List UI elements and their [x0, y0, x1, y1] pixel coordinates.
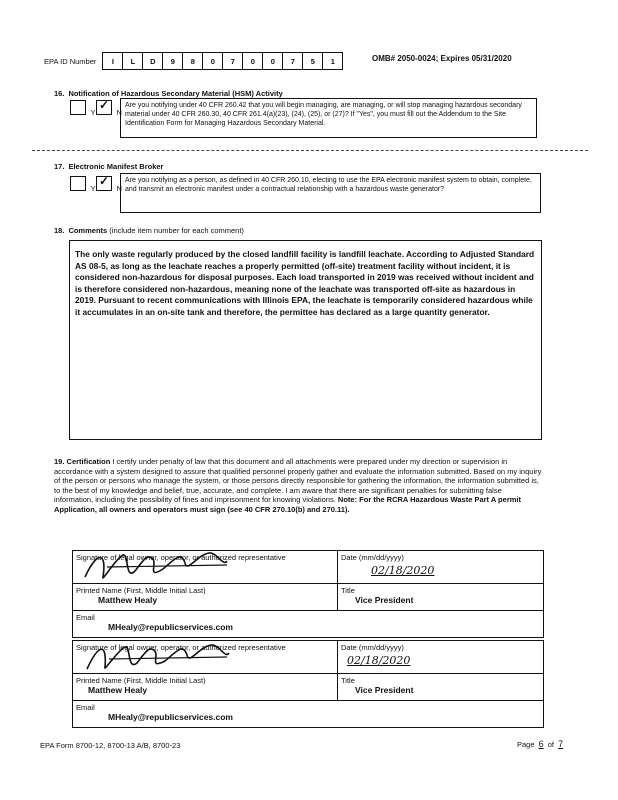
epa-id-char: 0 — [203, 53, 223, 69]
handwritten-signature — [77, 637, 237, 677]
title-value: Vice President — [355, 685, 414, 695]
page-total: 7 — [558, 739, 564, 749]
printed-name-value: Matthew Healy — [88, 685, 148, 695]
title-label: Title — [341, 586, 355, 595]
section-17-heading: 17. Electronic Manifest Broker — [54, 162, 164, 171]
s16-yes-group — [70, 100, 95, 120]
handwritten-signature — [77, 547, 237, 587]
email-field[interactable] — [73, 611, 543, 637]
title-label: Title — [341, 676, 355, 685]
page-indicator — [517, 739, 565, 749]
signature-label: Signature of legal owner, operator, or authorized representative — [76, 553, 286, 562]
email-field[interactable] — [73, 701, 543, 727]
signature-field[interactable] — [73, 551, 338, 583]
signature-field[interactable] — [73, 641, 338, 673]
of-label: of — [547, 740, 554, 749]
epa-id-char: 5 — [303, 53, 323, 69]
printed-name-label: Printed Name (First, Middle Initial Last) — [76, 586, 206, 595]
signature-label: Signature of legal owner, operator, or authorized representative — [76, 643, 286, 652]
signature-block-1 — [72, 550, 544, 638]
date-field[interactable] — [338, 551, 543, 583]
date-label: Date (mm/dd/yyyy) — [341, 643, 404, 652]
printed-name-field[interactable] — [73, 584, 338, 610]
s16-question: Are you notifying under 40 CFR 260.42 that you will begin managing, are managing, or will stop managing hazardous secondary material under 40 CFR 260.30, 40 CFR 261.4(a)(23), (24), (25), or (27)? If "Yes", you must fill out the Addendum to the Site Identification Form for Managing Hazardous Secondary Material. — [120, 98, 537, 138]
date-label: Date (mm/dd/yyyy) — [341, 553, 404, 562]
form-number: EPA Form 8700-12, 8700-13 A/B, 8700-23 — [40, 741, 181, 750]
epa-id-char: 9 — [163, 53, 183, 69]
email-label: Email — [76, 613, 95, 622]
s17-no-label: N — [116, 184, 122, 193]
s16-no-label: N — [116, 108, 122, 117]
epa-id-char: 7 — [283, 53, 303, 69]
s16-yes-label: Y — [90, 108, 96, 117]
comments-text: The only waste regularly produced by the closed landfill facility is landfill leachate. According to Adjusted Standard AS 08-5, as long as the leachate reaches a properly permitted (off-site) treatment facility without incident, it is considered non-hazardous for disposal purposes. Each load transported in 2019 was received without incident and is therefore considered non-hazardous, meaning none of the leachate was transported off-site as hazardous in 2019. Pursuant to recent communications with Illinois EPA, the leachate is temporarily considered hazardous while it accumulates in an on-site tank and therefore, the permittee has declared as a large quantity generator. — [75, 249, 535, 317]
s17-no-group — [96, 176, 122, 196]
epa-id-char: D — [143, 53, 163, 69]
s16-no-group — [96, 100, 122, 120]
comments-box[interactable] — [69, 240, 542, 440]
title-field[interactable] — [338, 584, 543, 610]
epa-id-char: L — [123, 53, 143, 69]
date-field[interactable] — [338, 641, 543, 673]
epa-id-char: 0 — [263, 53, 283, 69]
email-label: Email — [76, 703, 95, 712]
title-field[interactable] — [338, 674, 543, 700]
printed-name-value: Matthew Healy — [98, 595, 158, 605]
date-value: 02/18/2020 — [371, 564, 435, 577]
printed-name-field[interactable] — [73, 674, 338, 700]
s17-yes-label: Y — [90, 184, 96, 193]
omb-number: OMB# 2050-0024; Expires 05/31/2020 — [372, 54, 512, 63]
epa-id-row — [44, 52, 343, 70]
epa-id-char: 8 — [183, 53, 203, 69]
epa-id-char: 7 — [223, 53, 243, 69]
section-16-heading: 16. Notification of Hazardous Secondary Material (HSM) Activity — [54, 89, 283, 98]
page-label: Page — [517, 740, 535, 749]
s17-yes-checkbox[interactable] — [70, 176, 86, 191]
signature-block-2 — [72, 640, 544, 728]
epa-id-char: 0 — [243, 53, 263, 69]
s16-no-checkbox[interactable]: ✓ — [96, 100, 112, 115]
email-value: MHealy@republicservices.com — [108, 712, 233, 722]
epa-id-boxes — [102, 52, 343, 70]
s17-no-checkbox[interactable]: ✓ — [96, 176, 112, 191]
title-value: Vice President — [355, 595, 414, 605]
s17-question: Are you notifying as a person, as defined in 40 CFR 260.10, electing to use the EPA electronic manifest system to obtain, complete, and transmit an electronic manifest under a contractual relationship with a hazardous waste generator? — [120, 173, 541, 213]
section-18-heading: 18. Comments (include item number for each comment) — [54, 226, 244, 235]
s16-yes-checkbox[interactable] — [70, 100, 86, 115]
epa-id-char: I — [103, 53, 123, 69]
divider — [32, 150, 588, 151]
printed-name-label: Printed Name (First, Middle Initial Last) — [76, 676, 206, 685]
epa-id-char: 1 — [330, 56, 335, 66]
page-number: 6 — [538, 739, 544, 749]
section-19-certification: 19. Certification I certify under penalty of law that this document and all attachments were prepared under my direction or supervision in accordance with a system designed to assure that qualified personnel properly gather and evaluate the information submitted. Based on my inquiry of the person or persons who manage the system, or those persons directly responsible for gathering the information, the information submitted is, to the best of my knowledge and belief, true, accurate, and complete. I am aware that there are significant penalties for submitting false information, including the possibility of fines and imprisonment for knowing violations. Note: For the RCRA Hazardous Waste Part A permit Application, all owners and operators must sign (see 40 CFR 270.10(b) and 270.11). — [54, 457, 542, 514]
email-value: MHealy@republicservices.com — [108, 622, 233, 632]
date-value: 02/18/2020 — [347, 654, 411, 667]
epa-id-label: EPA ID Number — [44, 56, 97, 66]
s17-yes-group — [70, 176, 95, 196]
